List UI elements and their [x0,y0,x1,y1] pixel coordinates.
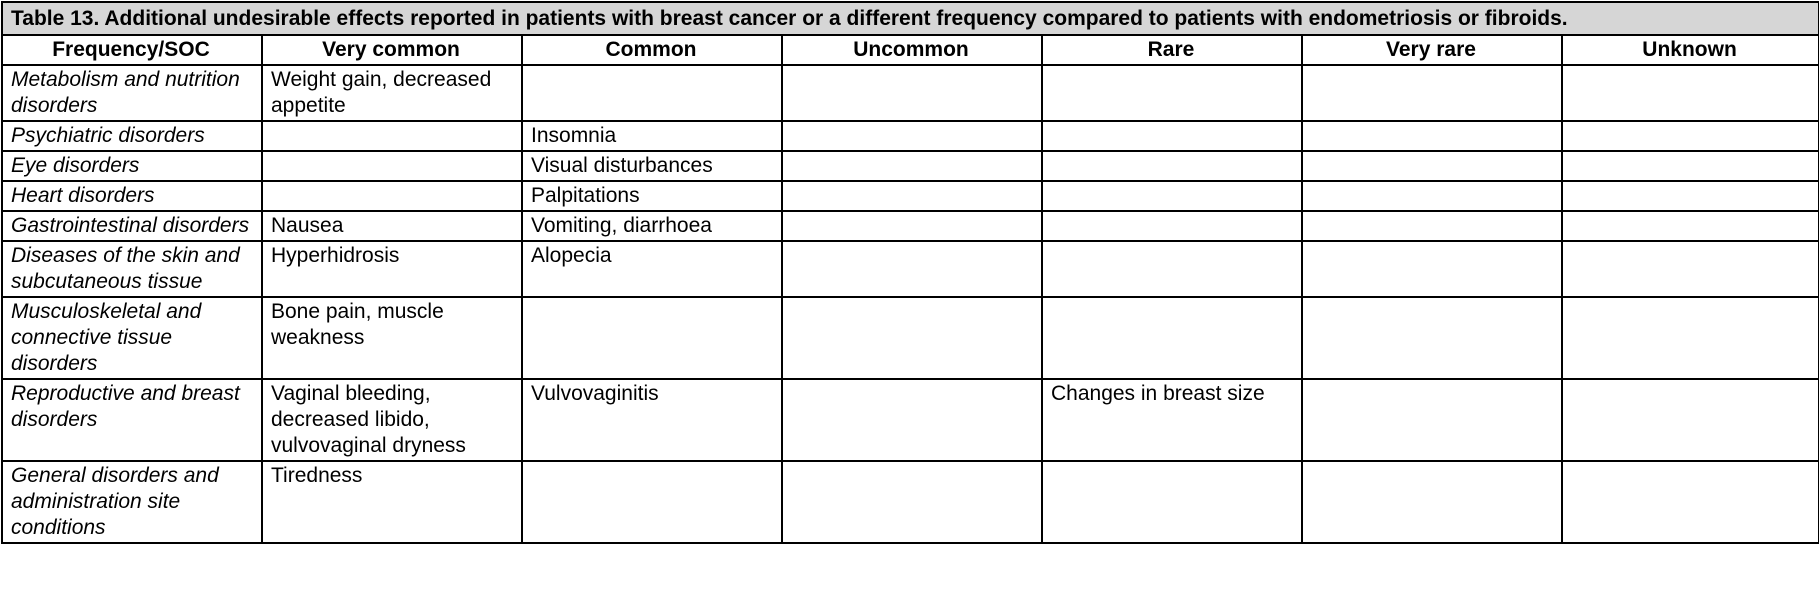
very-rare-cell [1302,151,1562,181]
table-title: Table 13. Additional undesirable effects reported in patients with breast cancer or a different frequency compared to patients with endometriosis or fibroids. [2,2,1819,35]
table-row [2,151,1819,181]
very-rare-cell [1302,65,1562,121]
uncommon-cell [782,151,1042,181]
adverse-effects-table [1,1,1819,544]
very-common-cell [262,121,522,151]
very-common-cell: Nausea [262,211,522,241]
soc-cell: Metabolism and nutrition disorders [2,65,262,121]
rare-cell [1042,121,1302,151]
common-cell: Vomiting, diarrhoea [522,211,782,241]
column-header-unknown: Unknown [1562,35,1819,65]
very-rare-cell [1302,181,1562,211]
common-cell: Insomnia [522,121,782,151]
rare-cell [1042,297,1302,379]
uncommon-cell [782,65,1042,121]
uncommon-cell [782,181,1042,211]
unknown-cell [1562,211,1819,241]
table-row [2,121,1819,151]
unknown-cell [1562,181,1819,211]
table-row [2,297,1819,379]
column-header-very-common: Very common [262,35,522,65]
uncommon-cell [782,379,1042,461]
rare-cell [1042,65,1302,121]
soc-cell: Reproductive and breast disorders [2,379,262,461]
table-header-row [2,35,1819,65]
unknown-cell [1562,121,1819,151]
soc-cell: Psychiatric disorders [2,121,262,151]
soc-cell: Diseases of the skin and subcutaneous tissue [2,241,262,297]
rare-cell [1042,461,1302,543]
very-common-cell [262,181,522,211]
common-cell: Palpitations [522,181,782,211]
common-cell [522,461,782,543]
unknown-cell [1562,461,1819,543]
very-common-cell: Tiredness [262,461,522,543]
very-rare-cell [1302,297,1562,379]
uncommon-cell [782,241,1042,297]
common-cell [522,65,782,121]
table-row [2,461,1819,543]
table-row [2,379,1819,461]
uncommon-cell [782,461,1042,543]
very-common-cell: Weight gain, decreased appetite [262,65,522,121]
table-title-row [2,2,1819,35]
unknown-cell [1562,65,1819,121]
very-rare-cell [1302,241,1562,297]
column-header-frequency-soc: Frequency/SOC [2,35,262,65]
soc-cell: Eye disorders [2,151,262,181]
soc-cell: General disorders and administration site conditions [2,461,262,543]
very-common-cell: Bone pain, muscle weakness [262,297,522,379]
unknown-cell [1562,151,1819,181]
rare-cell [1042,151,1302,181]
table-row [2,241,1819,297]
column-header-very-rare: Very rare [1302,35,1562,65]
table-row [2,211,1819,241]
very-common-cell: Vaginal bleeding, decreased libido, vulvovaginal dryness [262,379,522,461]
column-header-rare: Rare [1042,35,1302,65]
rare-cell [1042,241,1302,297]
uncommon-cell [782,121,1042,151]
table-row [2,65,1819,121]
column-header-common: Common [522,35,782,65]
rare-cell [1042,211,1302,241]
rare-cell: Changes in breast size [1042,379,1302,461]
unknown-cell [1562,241,1819,297]
very-common-cell: Hyperhidrosis [262,241,522,297]
common-cell: Visual disturbances [522,151,782,181]
rare-cell [1042,181,1302,211]
very-rare-cell [1302,379,1562,461]
common-cell: Vulvovaginitis [522,379,782,461]
soc-cell: Gastrointestinal disorders [2,211,262,241]
common-cell: Alopecia [522,241,782,297]
very-common-cell [262,151,522,181]
uncommon-cell [782,297,1042,379]
soc-cell: Heart disorders [2,181,262,211]
very-rare-cell [1302,211,1562,241]
unknown-cell [1562,379,1819,461]
table-row [2,181,1819,211]
soc-cell: Musculoskeletal and connective tissue disorders [2,297,262,379]
unknown-cell [1562,297,1819,379]
very-rare-cell [1302,121,1562,151]
uncommon-cell [782,211,1042,241]
common-cell [522,297,782,379]
column-header-uncommon: Uncommon [782,35,1042,65]
very-rare-cell [1302,461,1562,543]
